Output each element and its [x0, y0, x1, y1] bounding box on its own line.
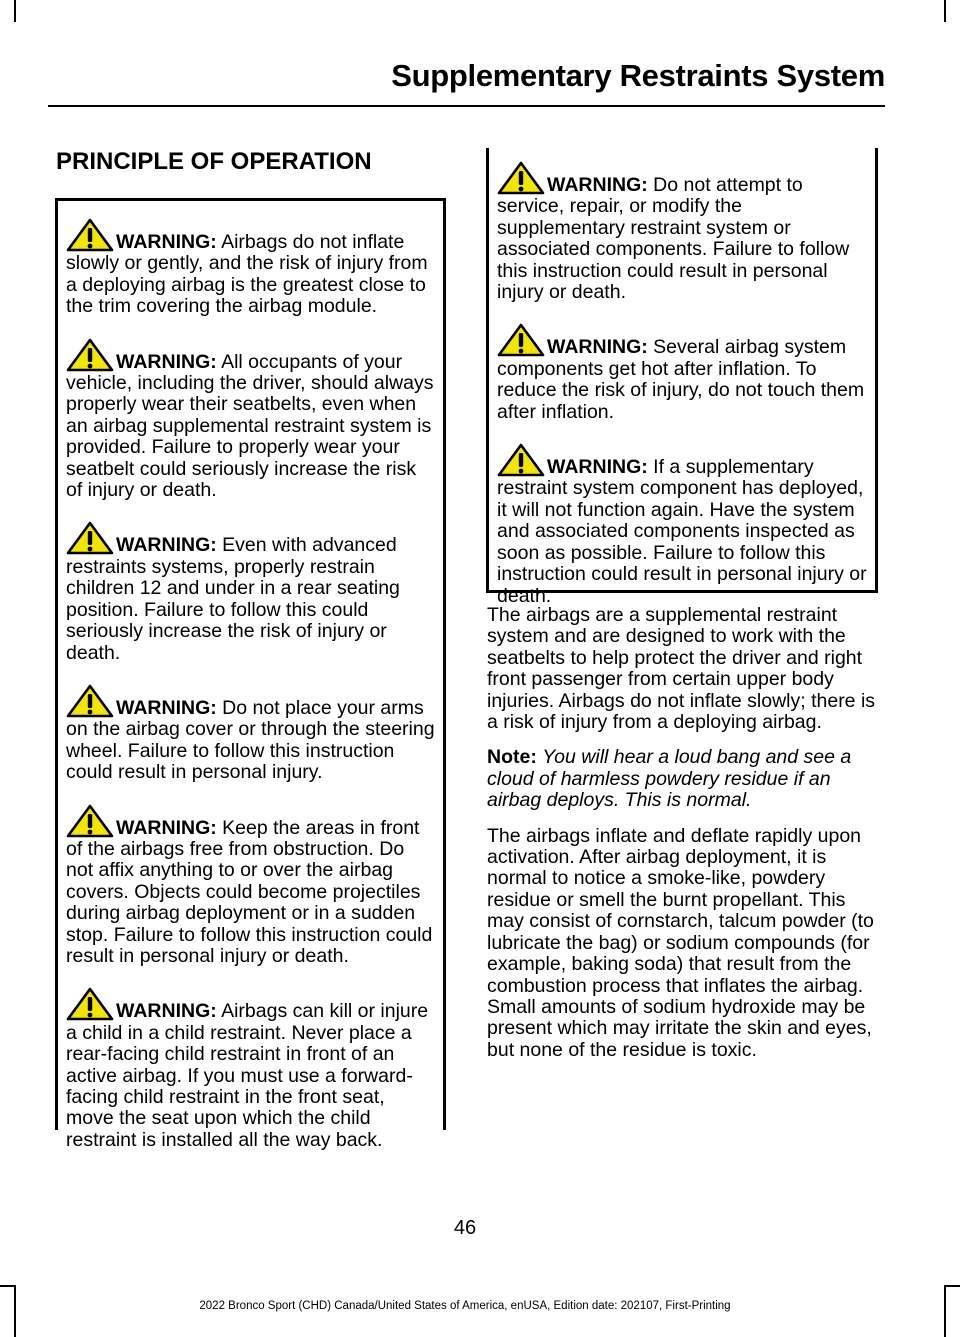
warning-triangle-icon: [66, 804, 114, 838]
warning-label: WARNING:: [547, 336, 648, 359]
warning-item: [66, 684, 435, 784]
warning-label: WARNING:: [547, 174, 648, 196]
warning-triangle-icon: [66, 684, 114, 718]
page-number: 46: [453, 1217, 477, 1239]
warning-text: All occupants of your vehicle, including the driver, should always properly wear their seatbelts, even when an airbag supplemental restraint system is provided. Failure to properly wear your seatbelt could seriously increase the risk of injury or death.: [66, 350, 434, 502]
note-text: You will hear a loud bang and see a cloud of harmless powdery residue if an airbag deploys. This is normal.: [487, 746, 852, 812]
warning-triangle-icon: [497, 161, 545, 195]
warning-label: WARNING:: [547, 456, 648, 479]
warning-item: [66, 804, 435, 968]
section-heading: PRINCIPLE OF OPERATION: [56, 148, 372, 175]
warning-triangle-icon: [66, 338, 114, 372]
warning-triangle-icon: [497, 443, 545, 477]
warning-text: Do not attempt to service, repair, or modify the supplementary restraint system or associated components. Failure to follow this instruction could result in personal injury or death.: [497, 174, 850, 304]
warning-triangle-icon: [497, 323, 545, 357]
warning-box-right: [486, 148, 878, 607]
crop-mark: [944, 1285, 946, 1337]
warning-text: Do not place your arms on the airbag cover or through the steering wheel. Failure to follow this instruction could result in personal injury.: [66, 696, 435, 784]
crop-mark: [0, 1285, 14, 1287]
warning-text: Airbags do not inflate slowly or gently, and the risk of injury from a deploying airbag is the greatest close to the trim covering the airbag module.: [66, 231, 428, 318]
warning-text: Keep the areas in front of the airbags free from obstruction. Do not affix anything to or over the airbag covers. Objects could become projectiles during airbag deployment or in a sudden stop. Failure to follow this instruction could result in personal injury or death.: [66, 816, 433, 967]
crop-mark: [14, 0, 16, 22]
crop-mark: [946, 1285, 960, 1287]
warning-label: WARNING:: [116, 1000, 217, 1023]
warning-item: [66, 338, 435, 502]
warning-triangle-icon: [66, 987, 114, 1021]
crop-mark: [944, 0, 946, 22]
page-footer: 2022 Bronco Sport (CHD) Canada/United States of America, enUSA, Edition date: 202107, First-Printing: [199, 1300, 731, 1312]
warning-item: [66, 987, 435, 1151]
warning-triangle-icon: [66, 521, 114, 555]
warning-item: [497, 323, 867, 423]
warning-label: WARNING:: [116, 816, 217, 839]
body-paragraph: The airbags are a supplemental restraint system and are designed to work with the seatbelts to help protect the driver and right front passenger from certain upper body injuries. Airbags do not inflate slowly; there is a risk of injury from a deploying airbag.: [487, 604, 876, 734]
header-rule: [48, 105, 885, 107]
body-text-column: [487, 605, 879, 1075]
warning-text: Several airbag system components get hot after inflation. To reduce the risk of injury, do not touch them after inflation.: [497, 336, 865, 423]
note-label: Note:: [487, 746, 537, 769]
warning-item: [66, 521, 435, 663]
warning-item: [66, 218, 435, 318]
warning-label: WARNING:: [116, 534, 217, 557]
warning-box-left: [55, 198, 446, 1151]
warning-triangle-icon: [66, 218, 114, 252]
warning-item: [497, 443, 867, 607]
warning-item: [497, 161, 867, 303]
note-paragraph: [487, 747, 879, 811]
page-header-title: Supplementary Restraints System: [391, 58, 885, 93]
warning-text: Even with advanced restraints systems, properly restrain children 12 and under in a rear seating position. Failure to follow this could seriously increase the risk of injury or death.: [66, 534, 400, 664]
warning-label: WARNING:: [116, 231, 217, 253]
warning-text: If a supplementary restraint system component has deployed, it will not function again. Have the system and associated components inspected as soon as possible. Failure to follow this instruction could result in personal injury or death.: [497, 456, 867, 607]
body-paragraph: The airbags inflate and deflate rapidly upon activation. After airbag deployment, it is normal to notice a smoke-like, powdery residue or smell the burnt propellant. This may consist of cornstarch, talcum powder (to lubricate the bag) or sodium compounds (for example, baking soda) that result from the combustion process that inflates the airbag. Small amounts of sodium hydroxide may be present which may irritate the skin and eyes, but none of the residue is toxic.: [487, 824, 874, 1061]
warning-label: WARNING:: [116, 350, 217, 373]
warning-text: Airbags can kill or injure a child in a child restraint. Never place a rear-facing child restraint in front of an active airbag. If you must use a forward-facing child restraint in the front seat, move the seat upon which the child restraint is installed all the way back.: [66, 1000, 429, 1151]
warning-label: WARNING:: [116, 696, 217, 719]
